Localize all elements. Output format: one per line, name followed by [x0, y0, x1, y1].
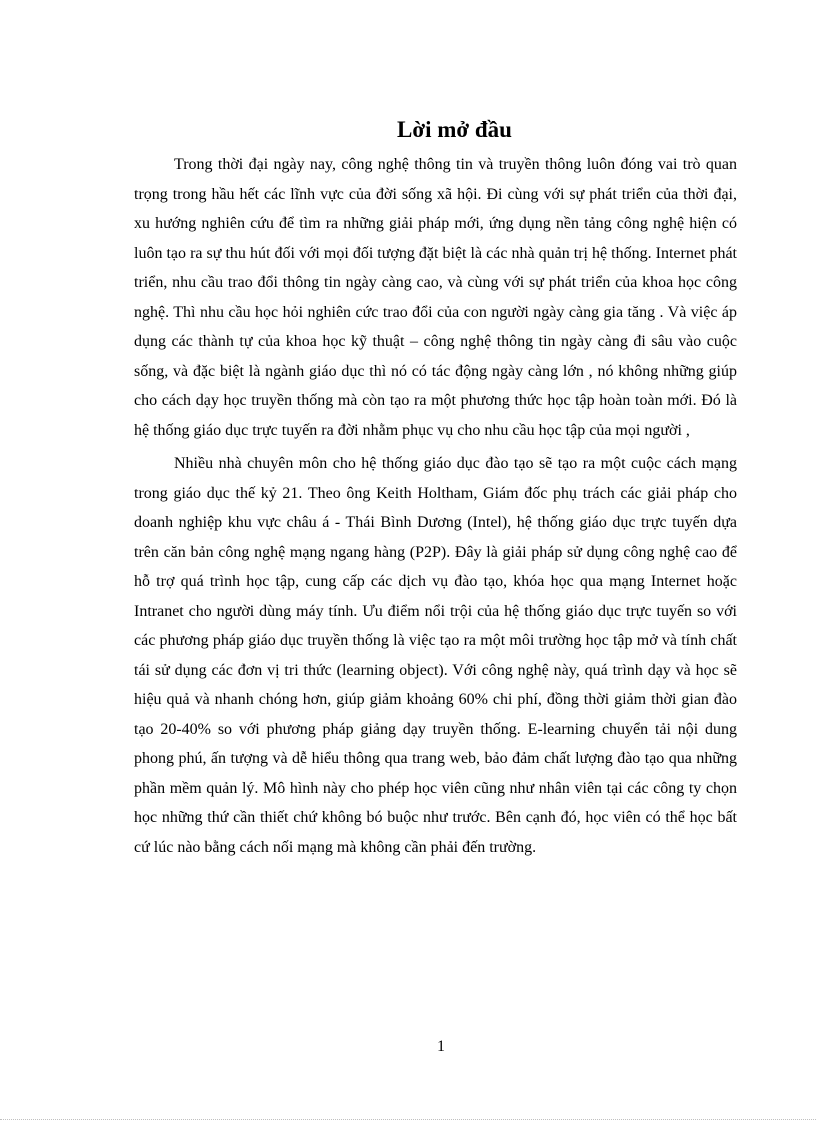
document-body — [134, 150, 737, 862]
paragraph-expert-opinion: Nhiều nhà chuyên môn cho hệ thống giáo dục đào tạo sẽ tạo ra một cuộc cách mạng trong giáo dục thế kỷ 21. Theo ông Keith Holtham, Giám đốc phụ trách các giải pháp cho doanh nghiệp khu vực châu á - Thái Bình Dương (Intel), hệ thống giáo dục trực tuyến dựa trên căn bản công nghệ mạng ngang hàng (P2P). Đây là giải pháp sử dụng công nghệ cao để hỗ trợ quá trình học tập, cung cấp các dịch vụ đào tạo, khóa học qua mạng Internet hoặc Intranet cho người dùng máy tính. Ưu điểm nổi trội của hệ thống giáo dục trực tuyến so với các phương pháp giáo dục truyền thống là việc tạo ra một môi trường học tập mở và tính chất tái sử dụng các đơn vị tri thức (learning object). Với công nghệ này, quá trình dạy và học sẽ hiệu quả và nhanh chóng hơn, giúp giảm khoảng 60% chi phí, đồng thời giảm thời gian đào tạo 20-40% so với phương pháp giảng dạy truyền thống. E-learning chuyển tải nội dung phong phú, ấn tượng và dễ hiểu thông qua trang web, bảo đảm chất lượng đào tạo qua những phần mềm quản lý. Mô hình này cho phép học viên cũng như nhân viên tại các công ty chọn học những thứ cần thiết chứ không bó buộc như trước. Bên cạnh đó, học viên có thể học bất cứ lúc nào bằng cách nối mạng mà không cần phải đến trường. — [134, 455, 737, 856]
page-number: 1 — [437, 1038, 445, 1055]
page-bottom-divider — [0, 1119, 816, 1120]
page-title: Lời mở đầu — [397, 117, 512, 142]
paragraph-intro: Trong thời đại ngày nay, công nghệ thông tin và truyền thông luôn đóng vai trò quan trọng trong hầu hết các lĩnh vực của đời sống xã hội. Đi cùng với sự phát triển của thời đại, xu hướng nghiên cứu để tìm ra những giải pháp mới, ứng dụng nền tảng công nghệ hiện có luôn tạo ra sự thu hút đối với mọi đối tượng đặt biệt là các nhà quản trị hệ thống. Internet phát triển, nhu cầu trao đổi thông tin ngày càng cao, và cùng với sự phát triển của khoa học công nghệ. Thì nhu cầu học hỏi nghiên cức trao đổi của con người ngày càng gia tăng . Và việc áp dụng các thành tự của khoa học kỹ thuật – công nghệ thông tin ngày càng đi sâu vào cuộc sống, và đặc biệt là ngành giáo dục thì nó có tác động ngày càng lớn , nó không những giúp cho cách dạy học truyền thống mà còn tạo ra một phương thức học tập hoàn toàn mới. Đó là hệ thống giáo dục trực tuyến ra đời nhằm phục vụ cho nhu cầu học tập của mọi người , — [134, 156, 737, 439]
